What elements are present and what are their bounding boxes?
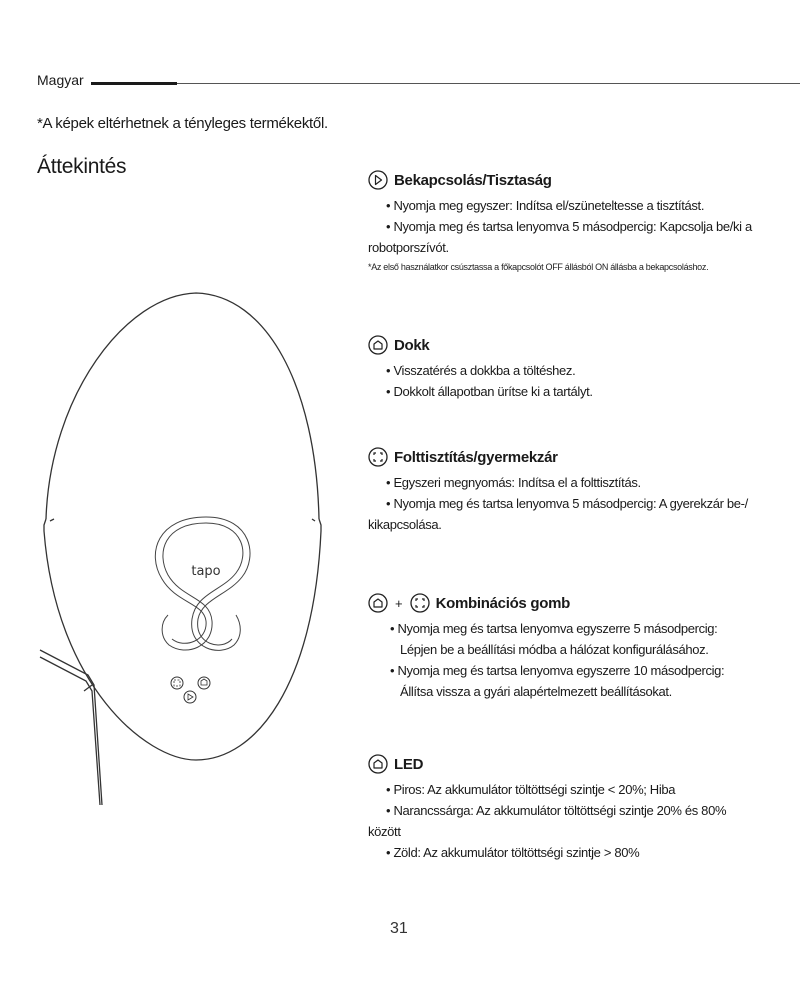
list-item: • Narancssárga: Az akkumulátor töltöttségi szintje 20% és 80% (386, 803, 727, 818)
page-number: 31 (390, 920, 408, 937)
list-item: • Dokkolt állapotban ürítse ki a tartályt. (386, 384, 593, 399)
home-icon (368, 754, 388, 774)
section-title: Dokk (394, 336, 430, 354)
section-title: LED (394, 755, 424, 773)
section-title: Kombinációs gomb (435, 594, 570, 612)
list-item: • Piros: Az akkumulátor töltöttségi szintje < 20%; Hiba (386, 782, 676, 797)
list-item-continuation: kikapcsolása. (368, 517, 442, 532)
power-footnote: *Az első használatkor csúsztassa a főkapcsolót OFF állásból ON állásba a bekapcsoláshoz. (368, 262, 709, 272)
section-dock (368, 333, 778, 402)
section-combination (368, 591, 778, 702)
section-title: Folttisztítás/gyermekzár (394, 448, 558, 466)
home-icon (368, 335, 388, 355)
power-button[interactable] (184, 691, 196, 703)
spot-clean-icon (368, 447, 388, 467)
list-item: • Nyomja meg és tartsa lenyomva egyszerre 5 másodpercig: (390, 621, 718, 636)
list-item: • Nyomja meg és tartsa lenyomva 5 másodpercig: A gyerekzár be-/ (386, 496, 748, 511)
header-rule (177, 83, 800, 84)
spot-clean-button[interactable] (171, 677, 183, 689)
page-title: Áttekintés (37, 155, 127, 178)
list-item: • Zöld: Az akkumulátor töltöttségi szintje > 80% (386, 845, 640, 860)
list-item: • Visszatérés a dokkba a töltéshez. (386, 363, 576, 378)
list-item: • Nyomja meg és tartsa lenyomva egyszerre 10 másodpercig: (390, 663, 725, 678)
section-led (368, 752, 778, 863)
spot-clean-icon (410, 593, 430, 613)
robot-brand-logo: tapo (191, 564, 221, 579)
section-title: Bekapcsolás/Tisztaság (394, 171, 552, 189)
robot-vacuum-illustration (36, 285, 336, 805)
play-icon (368, 170, 388, 190)
home-icon (368, 593, 388, 613)
section-spot-clean (368, 445, 778, 535)
plus-sign: + (395, 595, 403, 611)
list-item: • Nyomja meg egyszer: Indítsa el/szüneteltesse a tisztítást. (386, 198, 705, 213)
section-power (368, 168, 778, 272)
image-disclaimer: *A képek eltérhetnek a tényleges termékektől. (37, 115, 328, 132)
list-item-continuation: robotporszívót. (368, 240, 449, 255)
list-item-continuation: Állítsa vissza a gyári alapértelmezett beállításokat. (400, 684, 672, 699)
page-header (37, 72, 765, 92)
language-label: Magyar (37, 72, 84, 88)
list-item-continuation: Lépjen be a beállítási módba a hálózat konfigurálásához. (400, 642, 709, 657)
list-item-continuation: között (368, 824, 401, 839)
list-item: • Egyszeri megnyomás: Indítsa el a folttisztítás. (386, 475, 641, 490)
list-item: • Nyomja meg és tartsa lenyomva 5 másodpercig: Kapcsolja be/ki a (386, 219, 752, 234)
header-accent-rule (91, 82, 177, 85)
